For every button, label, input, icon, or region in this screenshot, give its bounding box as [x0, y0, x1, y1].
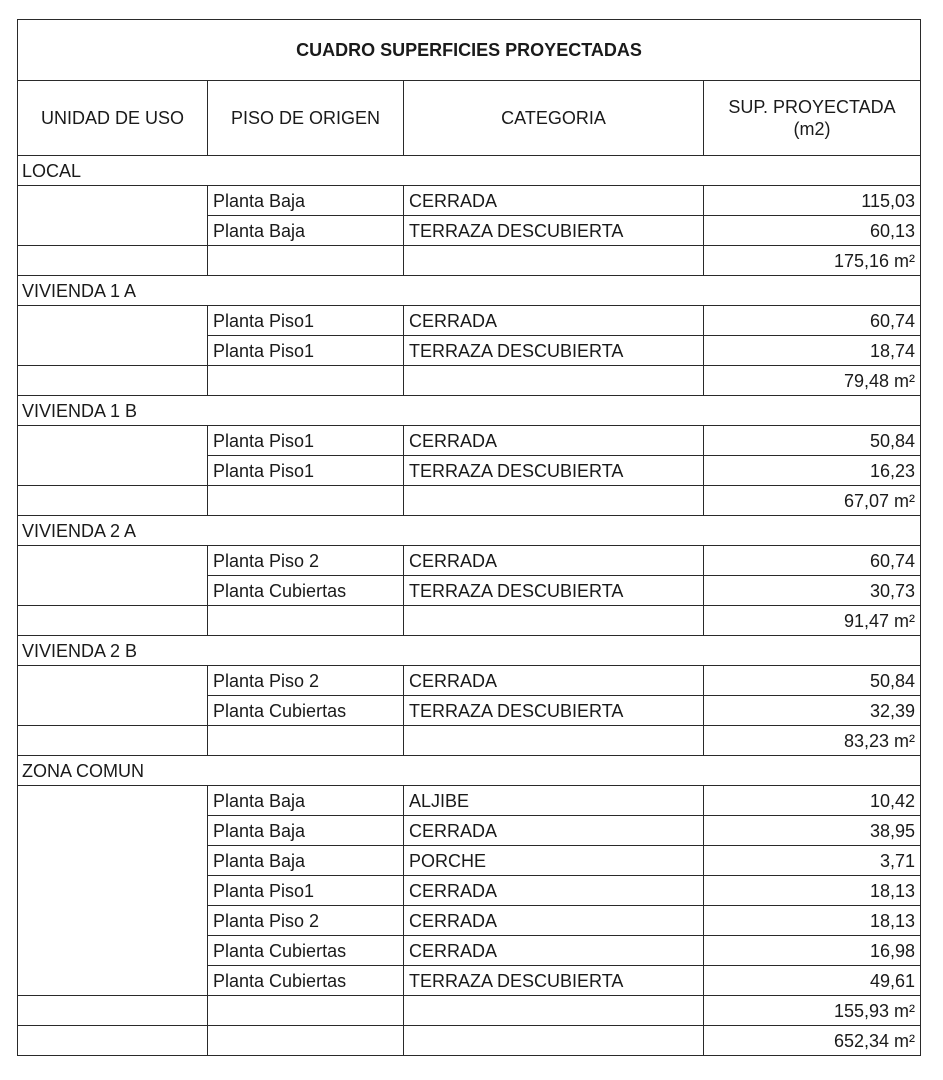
floor-cell: Planta Piso1	[208, 876, 404, 906]
category-cell: ALJIBE	[404, 786, 704, 816]
floor-cell: Planta Piso1	[208, 306, 404, 336]
group-header-row	[18, 516, 921, 546]
subtotal-cell: 91,47 m²	[704, 606, 921, 636]
floor-cell: Planta Cubiertas	[208, 966, 404, 996]
unit-blank-cell	[18, 426, 208, 486]
surface-table-body	[18, 20, 921, 1056]
area-cell: 16,23	[704, 456, 921, 486]
area-cell: 18,13	[704, 906, 921, 936]
header-row	[18, 81, 921, 156]
blank-cell	[208, 486, 404, 516]
area-cell: 60,74	[704, 546, 921, 576]
blank-cell	[404, 996, 704, 1026]
unit-blank-cell	[18, 306, 208, 366]
grand-total-cell: 652,34 m²	[704, 1026, 921, 1056]
blank-cell	[404, 366, 704, 396]
blank-cell	[18, 486, 208, 516]
area-cell: 10,42	[704, 786, 921, 816]
unit-name: VIVIENDA 2 B	[18, 636, 921, 666]
blank-cell	[18, 1026, 208, 1056]
floor-cell: Planta Piso1	[208, 456, 404, 486]
category-cell: CERRADA	[404, 666, 704, 696]
title-row	[18, 20, 921, 81]
area-cell: 18,13	[704, 876, 921, 906]
table-row	[18, 186, 921, 216]
table-row	[18, 666, 921, 696]
blank-cell	[404, 486, 704, 516]
blank-cell	[404, 1026, 704, 1056]
area-cell: 60,13	[704, 216, 921, 246]
unit-blank-cell	[18, 186, 208, 246]
unit-name: VIVIENDA 2 A	[18, 516, 921, 546]
floor-cell: Planta Baja	[208, 216, 404, 246]
area-cell: 30,73	[704, 576, 921, 606]
area-cell: 50,84	[704, 426, 921, 456]
category-cell: CERRADA	[404, 906, 704, 936]
area-cell: 3,71	[704, 846, 921, 876]
blank-cell	[208, 996, 404, 1026]
category-cell: TERRAZA DESCUBIERTA	[404, 216, 704, 246]
area-cell: 49,61	[704, 966, 921, 996]
subtotal-cell: 67,07 m²	[704, 486, 921, 516]
area-cell: 115,03	[704, 186, 921, 216]
blank-cell	[208, 366, 404, 396]
subtotal-cell: 175,16 m²	[704, 246, 921, 276]
category-cell: CERRADA	[404, 426, 704, 456]
blank-cell	[18, 726, 208, 756]
subtotal-cell: 79,48 m²	[704, 366, 921, 396]
blank-cell	[208, 606, 404, 636]
unit-blank-cell	[18, 546, 208, 606]
floor-cell: Planta Piso1	[208, 426, 404, 456]
category-cell: CERRADA	[404, 306, 704, 336]
unit-name: VIVIENDA 1 A	[18, 276, 921, 306]
subtotal-cell: 155,93 m²	[704, 996, 921, 1026]
category-cell: TERRAZA DESCUBIERTA	[404, 576, 704, 606]
category-cell: CERRADA	[404, 816, 704, 846]
floor-cell: Planta Cubiertas	[208, 576, 404, 606]
column-header-area: SUP. PROYECTADA (m2)	[704, 81, 921, 156]
unit-name: LOCAL	[18, 156, 921, 186]
area-cell: 32,39	[704, 696, 921, 726]
unit-blank-cell	[18, 666, 208, 726]
subtotal-row	[18, 606, 921, 636]
table-row	[18, 426, 921, 456]
floor-cell: Planta Piso 2	[208, 666, 404, 696]
category-cell: CERRADA	[404, 936, 704, 966]
group-header-row	[18, 276, 921, 306]
blank-cell	[18, 996, 208, 1026]
column-header-floor: PISO DE ORIGEN	[208, 81, 404, 156]
floor-cell: Planta Piso1	[208, 336, 404, 366]
subtotal-cell: 83,23 m²	[704, 726, 921, 756]
group-header-row	[18, 636, 921, 666]
group-header-row	[18, 396, 921, 426]
category-cell: TERRAZA DESCUBIERTA	[404, 696, 704, 726]
table-title: CUADRO SUPERFICIES PROYECTADAS	[18, 20, 921, 81]
blank-cell	[208, 1026, 404, 1056]
floor-cell: Planta Baja	[208, 186, 404, 216]
floor-cell: Planta Cubiertas	[208, 936, 404, 966]
unit-name: ZONA COMUN	[18, 756, 921, 786]
blank-cell	[208, 726, 404, 756]
table-row	[18, 786, 921, 816]
area-cell: 38,95	[704, 816, 921, 846]
floor-cell: Planta Piso 2	[208, 546, 404, 576]
category-cell: PORCHE	[404, 846, 704, 876]
area-cell: 18,74	[704, 336, 921, 366]
table-row	[18, 306, 921, 336]
total-row	[18, 1026, 921, 1056]
category-cell: TERRAZA DESCUBIERTA	[404, 456, 704, 486]
category-cell: TERRAZA DESCUBIERTA	[404, 336, 704, 366]
subtotal-row	[18, 246, 921, 276]
floor-cell: Planta Cubiertas	[208, 696, 404, 726]
column-header-category: CATEGORIA	[404, 81, 704, 156]
blank-cell	[18, 246, 208, 276]
blank-cell	[18, 366, 208, 396]
blank-cell	[208, 246, 404, 276]
floor-cell: Planta Baja	[208, 786, 404, 816]
floor-cell: Planta Piso 2	[208, 906, 404, 936]
unit-name: VIVIENDA 1 B	[18, 396, 921, 426]
blank-cell	[18, 606, 208, 636]
blank-cell	[404, 606, 704, 636]
category-cell: CERRADA	[404, 546, 704, 576]
category-cell: TERRAZA DESCUBIERTA	[404, 966, 704, 996]
surface-table	[17, 19, 921, 1056]
category-cell: CERRADA	[404, 876, 704, 906]
column-header-unit: UNIDAD DE USO	[18, 81, 208, 156]
subtotal-row	[18, 726, 921, 756]
blank-cell	[404, 726, 704, 756]
subtotal-row	[18, 486, 921, 516]
blank-cell	[404, 246, 704, 276]
group-header-row	[18, 756, 921, 786]
group-header-row	[18, 156, 921, 186]
subtotal-row	[18, 366, 921, 396]
floor-cell: Planta Baja	[208, 846, 404, 876]
area-cell: 50,84	[704, 666, 921, 696]
table-row	[18, 546, 921, 576]
category-cell: CERRADA	[404, 186, 704, 216]
area-cell: 16,98	[704, 936, 921, 966]
unit-blank-cell	[18, 786, 208, 996]
area-cell: 60,74	[704, 306, 921, 336]
subtotal-row	[18, 996, 921, 1026]
floor-cell: Planta Baja	[208, 816, 404, 846]
